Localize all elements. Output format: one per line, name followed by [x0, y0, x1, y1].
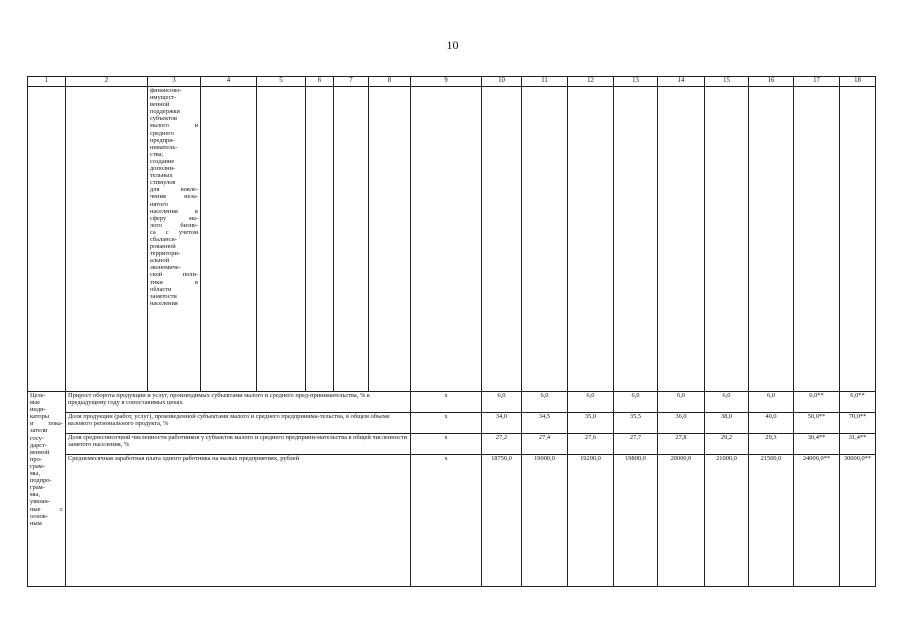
column-header: 4 [201, 77, 257, 87]
program-table [27, 76, 876, 587]
task-description-line: финансово- [150, 87, 182, 94]
indicator-value: 19000,0 [522, 455, 568, 587]
indicators-group-line: увязан- [30, 498, 50, 506]
task-description-line: предпри- [150, 136, 175, 144]
column-header: 5 [257, 77, 306, 87]
indicator-value: 35,0 [568, 413, 614, 434]
column-header: 17 [794, 77, 840, 87]
indicators-group-line: затели [30, 427, 48, 435]
column-header: 10 [482, 77, 522, 87]
indicators-group-label [30, 392, 63, 527]
indicator-value: 27,8 [658, 434, 705, 455]
indicator-value: 6,0 [658, 392, 705, 413]
indicator-row [28, 392, 876, 413]
indicator-value: 19800,0 [614, 455, 658, 587]
task-description-line: малого и [150, 122, 198, 130]
indicator-row [28, 413, 876, 434]
column-header: 7 [334, 77, 369, 87]
task-description-line: создание [150, 157, 175, 165]
indicators-group-line: Целе- [30, 392, 46, 399]
indicator-value: 34,0 [482, 413, 522, 434]
indicator-value: 20000,0 [658, 455, 705, 587]
indicator-value: 50,0** [794, 413, 840, 434]
task-description-line: венной [150, 101, 170, 109]
indicator-value: 36,0 [658, 413, 705, 434]
indicators-group-line: подпро- [30, 477, 52, 485]
indicator-name: Прирост оборота продукции и услуг, производимых субъектами малого и среднего пред-принимательства, % к предыдущему году в сопоставимых ценах [66, 392, 411, 413]
task-description-line: сферу ма- [150, 214, 198, 222]
indicator-row [28, 455, 876, 587]
indicator-value: 6,0 [749, 392, 794, 413]
task-description-cell [148, 87, 201, 392]
task-description [150, 87, 198, 307]
page-number: 10 [446, 38, 459, 52]
task-description-line: тельных [150, 172, 173, 180]
indicator-value: 35,5 [614, 413, 658, 434]
indicator-value: 21000,0 [705, 455, 749, 587]
indicator-col9: х [411, 392, 482, 413]
task-description-line: территори- [150, 250, 181, 258]
column-header: 15 [705, 77, 749, 87]
indicators-group-line: госу- [30, 434, 44, 442]
task-description-line: субъектов [150, 115, 178, 123]
indicator-value: 6,0 [522, 392, 568, 413]
task-description-line: среднего [150, 129, 174, 137]
task-description-line: дополни- [150, 165, 176, 173]
column-header: 16 [749, 77, 794, 87]
indicators-group-line: вые [30, 399, 41, 407]
task-description-line: альной [150, 257, 170, 265]
indicator-value: 6,0 [482, 392, 522, 413]
indicator-value: 29,2 [705, 434, 749, 455]
task-description-line: лого бизне- [150, 221, 198, 229]
indicator-value: 27,6 [568, 434, 614, 455]
indicators-group-line: каторы [30, 413, 50, 421]
indicator-value: 18750,0 [482, 455, 522, 587]
indicator-value: 40,0 [749, 413, 794, 434]
indicators-group-cell [28, 392, 66, 587]
indicators-group-line: про- [30, 455, 42, 463]
task-description-line: сбаланси- [150, 235, 177, 243]
indicator-value: 21500,0 [749, 455, 794, 587]
task-description-line: са с учетом [150, 228, 198, 236]
task-description-line: населения [150, 299, 178, 307]
task-description-line: области [150, 285, 172, 293]
indicators-group-line: инди- [30, 406, 46, 414]
column-header: 9 [411, 77, 482, 87]
indicators-group-line: основ- [30, 512, 48, 520]
indicators-group-line: дарст- [30, 441, 48, 449]
indicator-name: Доля среднесписочной численности работников у субъектов малого и среднего предприни-мательства в общей численности занятого населения, % [66, 434, 411, 455]
column-header: 3 [148, 77, 201, 87]
indicator-value: 6,0** [840, 392, 876, 413]
indicator-col9: х [411, 455, 482, 587]
indicators-group-line: мы, [30, 470, 40, 478]
indicator-value: 27,4 [522, 434, 568, 455]
task-description-line: поддержки [150, 108, 180, 116]
task-description-line: чения неза- [150, 193, 198, 201]
indicator-col9: х [411, 413, 482, 434]
indicator-name: Доля продукции (работ, услуг), произведенной субъектами малого и среднего предпринима-тельства, в общем объеме валового регионального продукта, % [66, 413, 411, 434]
task-description-line: нятого [150, 200, 168, 208]
column-number-row [28, 77, 876, 87]
indicator-row [28, 434, 876, 455]
column-header: 13 [614, 77, 658, 87]
column-header: 18 [840, 77, 876, 87]
indicator-value: 6,0 [705, 392, 749, 413]
indicator-value: 6,0 [568, 392, 614, 413]
continuation-row [28, 87, 876, 392]
column-header: 11 [522, 77, 568, 87]
task-description-line: экономиче- [150, 264, 181, 272]
column-header: 6 [306, 77, 334, 87]
task-description-line: ской поли- [150, 271, 198, 279]
column-header: 8 [369, 77, 411, 87]
task-description-line: для вовле- [150, 186, 198, 194]
indicators-group-line: ным [30, 519, 42, 527]
indicator-value: 38,0 [705, 413, 749, 434]
indicator-name: Среднемесячная заработная плата одного работника на малых предприятиях, рублей [66, 455, 411, 587]
indicators-group-line: грам- [30, 462, 45, 470]
indicators-group-line: мы, [30, 491, 40, 499]
indicator-value: 27,2 [482, 434, 522, 455]
indicator-value: 30000,0** [840, 455, 876, 587]
indicator-value: 31,4** [840, 434, 876, 455]
indicator-value: 6,0** [794, 392, 840, 413]
column-header: 1 [28, 77, 66, 87]
indicators-group-line: и пока- [30, 420, 63, 428]
indicator-value: 24000,0** [794, 455, 840, 587]
indicators-group-line: грам- [30, 484, 45, 492]
indicator-value: 6,0 [614, 392, 658, 413]
column-header: 14 [658, 77, 705, 87]
indicator-col9: х [411, 434, 482, 455]
task-description-line: имущест- [150, 94, 177, 102]
task-description-line: населения в [150, 207, 198, 215]
indicators-group-line: венной [30, 448, 50, 456]
indicator-value: 29,3 [749, 434, 794, 455]
indicators-group-line: ные с [30, 505, 63, 513]
task-description-line: ниматель- [150, 143, 178, 151]
column-header: 12 [568, 77, 614, 87]
task-description-line: ства; [150, 150, 164, 158]
indicator-value: 27,7 [614, 434, 658, 455]
indicator-value: 19200,0 [568, 455, 614, 587]
task-description-line: стимулов [150, 179, 176, 187]
indicator-value: 34,5 [522, 413, 568, 434]
task-description-line: занятости [150, 292, 177, 300]
task-description-line: тики в [150, 278, 198, 286]
task-description-line: рованной [150, 243, 176, 251]
indicator-value: 30,4** [794, 434, 840, 455]
column-header: 2 [66, 77, 148, 87]
indicator-value: 70,0** [840, 413, 876, 434]
